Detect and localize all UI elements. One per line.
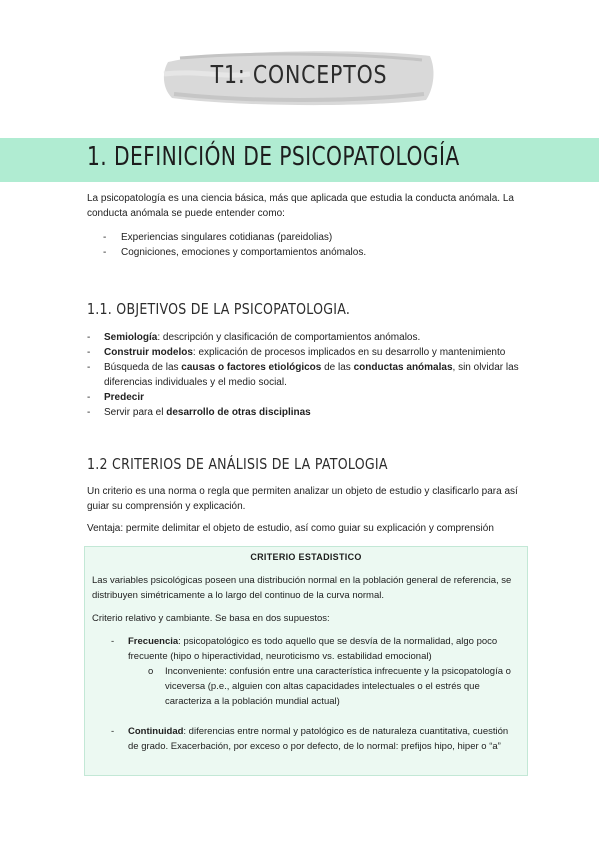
section-1-2-advantage: Ventaja: permite delimitar el objeto de estudio, así como guiar su explicación y comprensión: [87, 523, 494, 534]
section-1-2-paragraph: Un criterio es una norma o regla que permiten analizar un objeto de estudio y clasificarlo para así guiar su comprensión y explicación.: [87, 486, 518, 512]
section-1-heading: 1. DEFINICIÓN DE PSICOPATOLOGÍA: [87, 142, 460, 172]
criterion-box-paragraph: Las variables psicológicas poseen una distribución normal en la población general de referencia, se distribuyen simétricamente a lo largo del continuo de la curva normal.: [92, 575, 512, 601]
section-1-paragraph: La psicopatología es una ciencia básica, más que aplicada que estudia la conducta anómala. La conducta anómala se puede entender como:: [87, 193, 514, 219]
page-title: T1: CONCEPTOS: [210, 60, 388, 89]
section-1-2-heading: 1.2 CRITERIOS DE ANÁLISIS DE LA PATOLOGIA: [87, 455, 388, 473]
criterion-box-assumptions: Criterio relativo y cambiante. Se basa en dos supuestos:: [92, 613, 330, 624]
criterion-box-title: CRITERIO ESTADISTICO: [250, 552, 362, 562]
section-1-1-heading: 1.1. OBJETIVOS DE LA PSICOPATOLOGIA.: [87, 300, 351, 318]
